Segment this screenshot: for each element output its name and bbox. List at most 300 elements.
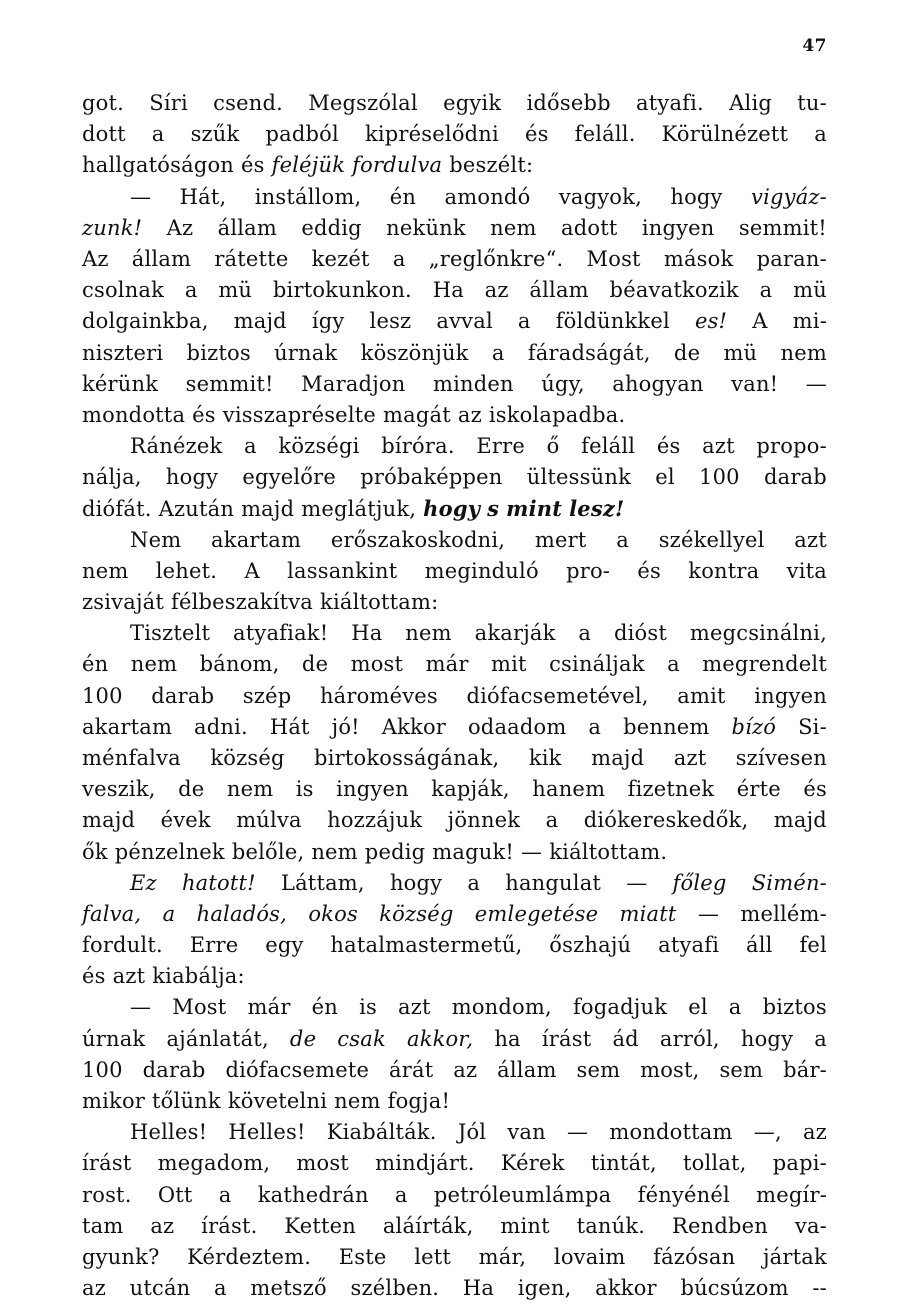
word: megadom,: [157, 1151, 271, 1176]
word: —: [130, 995, 152, 1020]
text-line: [82, 805, 827, 836]
word: érte: [736, 777, 781, 802]
word: fogadjuk: [572, 995, 668, 1020]
word: majd: [591, 745, 645, 770]
word: Helles!: [130, 1120, 208, 1145]
word: hozzájuk: [327, 808, 423, 833]
word: akkor,: [406, 1026, 474, 1051]
word: bíróra.: [381, 434, 455, 459]
word: darab: [763, 465, 827, 490]
word: székellyel: [658, 527, 765, 552]
word: Erre: [189, 933, 239, 958]
word: lesz: [369, 309, 412, 334]
word: mert: [534, 527, 587, 552]
text-line: [82, 618, 827, 649]
word: hatott!: [181, 870, 256, 895]
word: Körülnézett: [661, 122, 789, 147]
word: Most: [172, 995, 227, 1020]
word: a: [467, 870, 481, 895]
text-line: [82, 1024, 827, 1055]
word: propo-: [756, 434, 827, 459]
word: fordult.: [82, 933, 163, 958]
word: a: [517, 309, 531, 334]
word: csend.: [213, 91, 283, 115]
word: a: [545, 808, 559, 833]
word: tőlünk: [152, 1089, 221, 1113]
word: van!: [731, 371, 779, 396]
word: nekünk: [386, 215, 466, 240]
word: hároméves: [319, 683, 438, 708]
word: iskolapadba.: [488, 402, 626, 427]
word: egy: [265, 933, 304, 958]
word: igen,: [517, 1276, 572, 1301]
word: akkor: [595, 1276, 657, 1301]
word: Jól: [457, 1120, 487, 1145]
word: de: [178, 777, 205, 802]
word: sem: [719, 1057, 764, 1082]
text-line: [82, 930, 827, 961]
word: ha: [494, 1026, 521, 1051]
word: mit: [491, 652, 527, 677]
word: mondotta: [82, 402, 186, 427]
word: ültessünk: [526, 465, 632, 490]
word: 100: [82, 683, 123, 708]
word: kiabálja:: [152, 964, 245, 989]
word: én: [311, 995, 338, 1020]
word: Si-: [798, 714, 827, 739]
text-line: [82, 400, 827, 431]
word: a: [667, 652, 680, 677]
word: kiáltottam:: [320, 590, 439, 614]
book-page: [82, 0, 827, 1301]
word: amondó: [444, 184, 531, 209]
word: Síri: [149, 91, 188, 115]
word: Ha: [462, 1276, 495, 1301]
word: őszhajú: [549, 933, 632, 958]
word: got.: [82, 91, 125, 115]
word: mondottam: [609, 1120, 733, 1145]
word: majd: [773, 808, 827, 833]
word: Kiabálták.: [326, 1120, 437, 1145]
word: a: [578, 621, 592, 646]
word: diókereskedők,: [583, 808, 749, 833]
word: tam: [82, 1213, 124, 1238]
word: —,: [753, 1120, 782, 1145]
word: hallgatóságon: [82, 153, 235, 178]
word: petróleumlámpa: [433, 1182, 612, 1207]
word: a: [151, 122, 165, 147]
word: --: [812, 1276, 827, 1301]
word: s: [487, 496, 500, 522]
word: pénzelnek: [114, 839, 225, 864]
word: semmit!: [738, 215, 827, 240]
word: mint: [500, 1213, 550, 1238]
word: de: [289, 1026, 317, 1051]
word: ahogyan: [612, 371, 704, 396]
word: magát: [383, 402, 451, 427]
word: bánom,: [199, 652, 280, 677]
word: szép: [242, 683, 292, 708]
word: niszteri: [82, 340, 164, 365]
text-line: [82, 992, 827, 1023]
word: és: [803, 777, 827, 802]
word: megír-: [756, 1182, 827, 1207]
word: most: [350, 652, 404, 677]
word: majd: [233, 309, 287, 334]
word: akartam: [82, 714, 173, 739]
word: de: [301, 652, 329, 677]
word: a: [392, 246, 406, 271]
word: község: [210, 745, 285, 770]
word: Ha: [432, 278, 464, 303]
word: múlva: [236, 808, 302, 833]
word: már: [247, 995, 291, 1020]
text-line: [82, 493, 827, 524]
word: fogja!: [387, 1089, 451, 1113]
word: tintát,: [590, 1151, 657, 1176]
word: írást: [82, 1151, 132, 1176]
word: el: [688, 995, 708, 1020]
word: —: [567, 1120, 589, 1145]
text-line: [82, 182, 827, 213]
word: erőszakoskodni,: [330, 527, 506, 552]
word: pro-: [566, 558, 611, 583]
word: így: [311, 309, 345, 334]
word: földünkkel: [555, 309, 670, 334]
word: a: [814, 1026, 827, 1051]
word: béavatkozik: [609, 278, 739, 303]
word: szívesen: [735, 745, 827, 770]
word: bennem: [623, 714, 710, 739]
word: ő: [546, 434, 560, 459]
text-line: [82, 587, 827, 618]
word: mindjárt.: [375, 1151, 475, 1176]
word: Ott: [157, 1182, 193, 1207]
word: hogy: [389, 870, 443, 895]
word: most,: [640, 1057, 700, 1082]
word: Rendben: [672, 1213, 769, 1238]
word: már: [425, 652, 469, 677]
word: semmit!: [185, 371, 274, 396]
word: diófacsemete: [225, 1057, 370, 1082]
word: egyelőre: [242, 465, 337, 490]
word: a: [244, 434, 257, 459]
word: mondom,: [451, 995, 552, 1020]
word: feláll.: [574, 122, 636, 147]
word: metsző: [250, 1276, 327, 1301]
word: nem: [490, 215, 537, 240]
body-text: [82, 88, 827, 1304]
word: paran-: [756, 246, 827, 271]
word: atyafiak!: [233, 621, 329, 646]
word: az: [803, 1120, 827, 1145]
text-line: [82, 1211, 827, 1242]
word: Most: [586, 246, 641, 271]
word: azt: [398, 995, 431, 1020]
text-line: [82, 556, 827, 587]
word: fényénél: [637, 1182, 730, 1207]
word: Kérek: [500, 1151, 565, 1176]
word: Tisztelt: [130, 621, 211, 646]
word: nem: [405, 621, 452, 646]
word: Alig: [729, 91, 773, 115]
word: és: [656, 434, 681, 459]
word: rost.: [82, 1182, 132, 1207]
text-line: [82, 275, 827, 306]
word: meglátjuk,: [301, 497, 417, 522]
word: haladós,: [196, 901, 288, 926]
text-line: [82, 462, 827, 493]
text-line: [82, 712, 827, 743]
word: Hát,: [179, 184, 227, 209]
word: ajánlatát,: [166, 1026, 269, 1051]
word: az: [457, 402, 482, 427]
word: bár-: [783, 1057, 827, 1082]
word: lesz!: [569, 496, 625, 522]
text-line: [82, 1117, 827, 1148]
word: birtokosságának,: [314, 745, 500, 770]
word: a: [759, 278, 773, 303]
word: Hát: [269, 714, 310, 739]
word: félbeszakítva: [171, 590, 314, 614]
text-line: [82, 119, 827, 150]
word: —: [805, 371, 827, 396]
text-line: [82, 743, 827, 774]
word: és: [637, 558, 661, 583]
word: a: [218, 1182, 232, 1207]
word: nálja,: [82, 465, 142, 490]
word: a: [814, 122, 827, 147]
word: jó!: [331, 714, 360, 739]
word: akartam: [211, 527, 302, 552]
word: Az: [166, 215, 194, 240]
word: a: [214, 1276, 227, 1301]
word: csak: [337, 1026, 386, 1051]
word: főleg: [672, 870, 727, 895]
word: instállom,: [254, 184, 362, 209]
word: a: [616, 527, 629, 552]
word: tu-: [797, 91, 827, 115]
word: ingyen: [754, 683, 827, 708]
word: úgy,: [541, 371, 585, 396]
word: feláll: [581, 434, 636, 459]
word: Ránézek: [130, 434, 223, 459]
word: a: [162, 901, 176, 926]
word: „reglőnkre“.: [428, 246, 564, 271]
word: Megszólal: [308, 91, 418, 115]
word: próbaképpen: [360, 465, 503, 490]
word: Láttam,: [280, 870, 365, 895]
word: megcsinálni,: [689, 621, 827, 646]
word: fázósan: [653, 1244, 736, 1269]
text-line: [82, 1055, 827, 1086]
word: évek: [160, 808, 211, 833]
word: Este: [338, 1244, 387, 1269]
word: most: [296, 1151, 349, 1176]
word: kathedrán: [257, 1182, 369, 1207]
word: diófát.: [82, 497, 152, 522]
word: feléjük: [271, 153, 346, 178]
word: minden: [432, 371, 514, 396]
word: hogy: [670, 184, 723, 209]
word: mü: [723, 340, 758, 365]
word: vigyáz-: [751, 184, 827, 209]
word: kezét: [311, 246, 370, 271]
word: követelni: [227, 1089, 328, 1113]
word: A: [752, 309, 768, 334]
word: kérünk: [82, 371, 159, 396]
word: atyafi.: [636, 91, 704, 115]
word: diófacsemetével,: [466, 683, 649, 708]
word: 100: [82, 1057, 123, 1082]
word: papi-: [772, 1151, 827, 1176]
word: aláírták,: [382, 1213, 474, 1238]
word: hanem: [532, 777, 606, 802]
word: én: [82, 652, 109, 677]
word: csináljak: [549, 652, 645, 677]
word: ménfalva: [82, 745, 181, 770]
word: a: [491, 340, 505, 365]
word: belőle,: [231, 839, 305, 864]
word: fordulva: [352, 153, 443, 178]
word: állam: [217, 215, 277, 240]
word: zsivaját: [82, 590, 165, 614]
word: vagyok,: [558, 184, 642, 209]
word: 100: [699, 465, 740, 490]
word: beszélt:: [449, 153, 534, 178]
word: búcsúzom: [680, 1276, 789, 1301]
word: kipréselődni: [364, 122, 499, 147]
word: mi-: [792, 309, 827, 334]
word: Ketten: [284, 1213, 356, 1238]
word: A: [244, 558, 260, 583]
text-line: [82, 150, 827, 181]
word: sem: [576, 1057, 621, 1082]
text-line: [82, 868, 827, 899]
word: mü: [218, 278, 253, 303]
word: Akkor: [381, 714, 447, 739]
word: és: [524, 122, 549, 147]
word: szűk: [190, 122, 240, 147]
word: azt: [702, 434, 735, 459]
word: lassankint: [287, 558, 398, 583]
word: már,: [478, 1244, 527, 1269]
word: amit: [677, 683, 726, 708]
text-line: [82, 88, 827, 119]
word: lett: [414, 1244, 452, 1269]
word: ingyen: [336, 777, 409, 802]
word: kontra: [688, 558, 760, 583]
text-line: [82, 1148, 827, 1179]
word: a: [394, 1182, 408, 1207]
word: állam: [497, 1057, 557, 1082]
word: úrnak: [82, 1026, 146, 1051]
text-line: [82, 213, 827, 244]
text-line: [82, 306, 827, 337]
word: dott: [82, 122, 126, 147]
word: jártak: [762, 1244, 827, 1269]
word: birtokunkon.: [272, 278, 412, 303]
word: dolgainkba,: [82, 309, 209, 334]
word: ingyen: [641, 215, 715, 240]
word: a: [588, 714, 602, 739]
text-line: [82, 244, 827, 275]
word: írást.: [201, 1213, 258, 1238]
word: mellém-: [740, 901, 827, 926]
word: vita: [786, 558, 827, 583]
text-line: [82, 681, 827, 712]
word: idősebb: [526, 91, 611, 115]
text-line: [82, 837, 827, 868]
word: biztos: [762, 995, 827, 1020]
word: mások: [663, 246, 734, 271]
word: Az: [82, 246, 109, 271]
page-number: 47: [802, 36, 827, 56]
text-line: [82, 899, 827, 930]
word: de: [673, 340, 701, 365]
word: arról,: [659, 1026, 720, 1051]
word: hangulat: [505, 870, 602, 895]
word: jönnek: [447, 808, 521, 833]
word: községi: [278, 434, 360, 459]
word: nem: [82, 558, 129, 583]
word: okos: [308, 901, 358, 926]
word: állam: [529, 278, 589, 303]
text-line: [82, 431, 827, 462]
word: darab: [151, 683, 215, 708]
word: padból: [265, 122, 339, 147]
word: lehet.: [155, 558, 218, 583]
word: utcán: [129, 1276, 191, 1301]
word: és: [241, 153, 265, 178]
word: azt: [673, 745, 707, 770]
word: a: [184, 278, 198, 303]
word: tollat,: [683, 1151, 747, 1176]
text-line: [82, 525, 827, 556]
word: el: [655, 465, 675, 490]
word: majd: [82, 808, 136, 833]
word: zunk!: [82, 215, 143, 240]
word: Kérdeztem.: [187, 1244, 312, 1269]
word: atyafi: [658, 933, 720, 958]
word: hogy: [740, 1026, 794, 1051]
word: van: [507, 1120, 546, 1145]
word: ők: [82, 839, 108, 864]
word: nem: [311, 839, 358, 864]
text-line: [82, 338, 827, 369]
word: hogy: [165, 465, 219, 490]
word: nem: [130, 652, 178, 677]
word: biztos: [186, 340, 251, 365]
word: azt: [112, 964, 146, 989]
word: es!: [694, 309, 728, 334]
word: kik: [528, 745, 562, 770]
word: az: [453, 1057, 478, 1082]
word: akarják: [474, 621, 556, 646]
word: —: [626, 870, 648, 895]
word: állam: [131, 246, 192, 271]
word: avval: [436, 309, 493, 334]
word: rátette: [214, 246, 289, 271]
word: veszik,: [82, 777, 156, 802]
word: árát: [389, 1057, 434, 1082]
word: dióst: [613, 621, 668, 646]
word: fel: [799, 933, 827, 958]
word: darab: [142, 1057, 206, 1082]
word: tanúk.: [576, 1213, 646, 1238]
word: hogy: [423, 496, 481, 522]
word: adott: [560, 215, 618, 240]
